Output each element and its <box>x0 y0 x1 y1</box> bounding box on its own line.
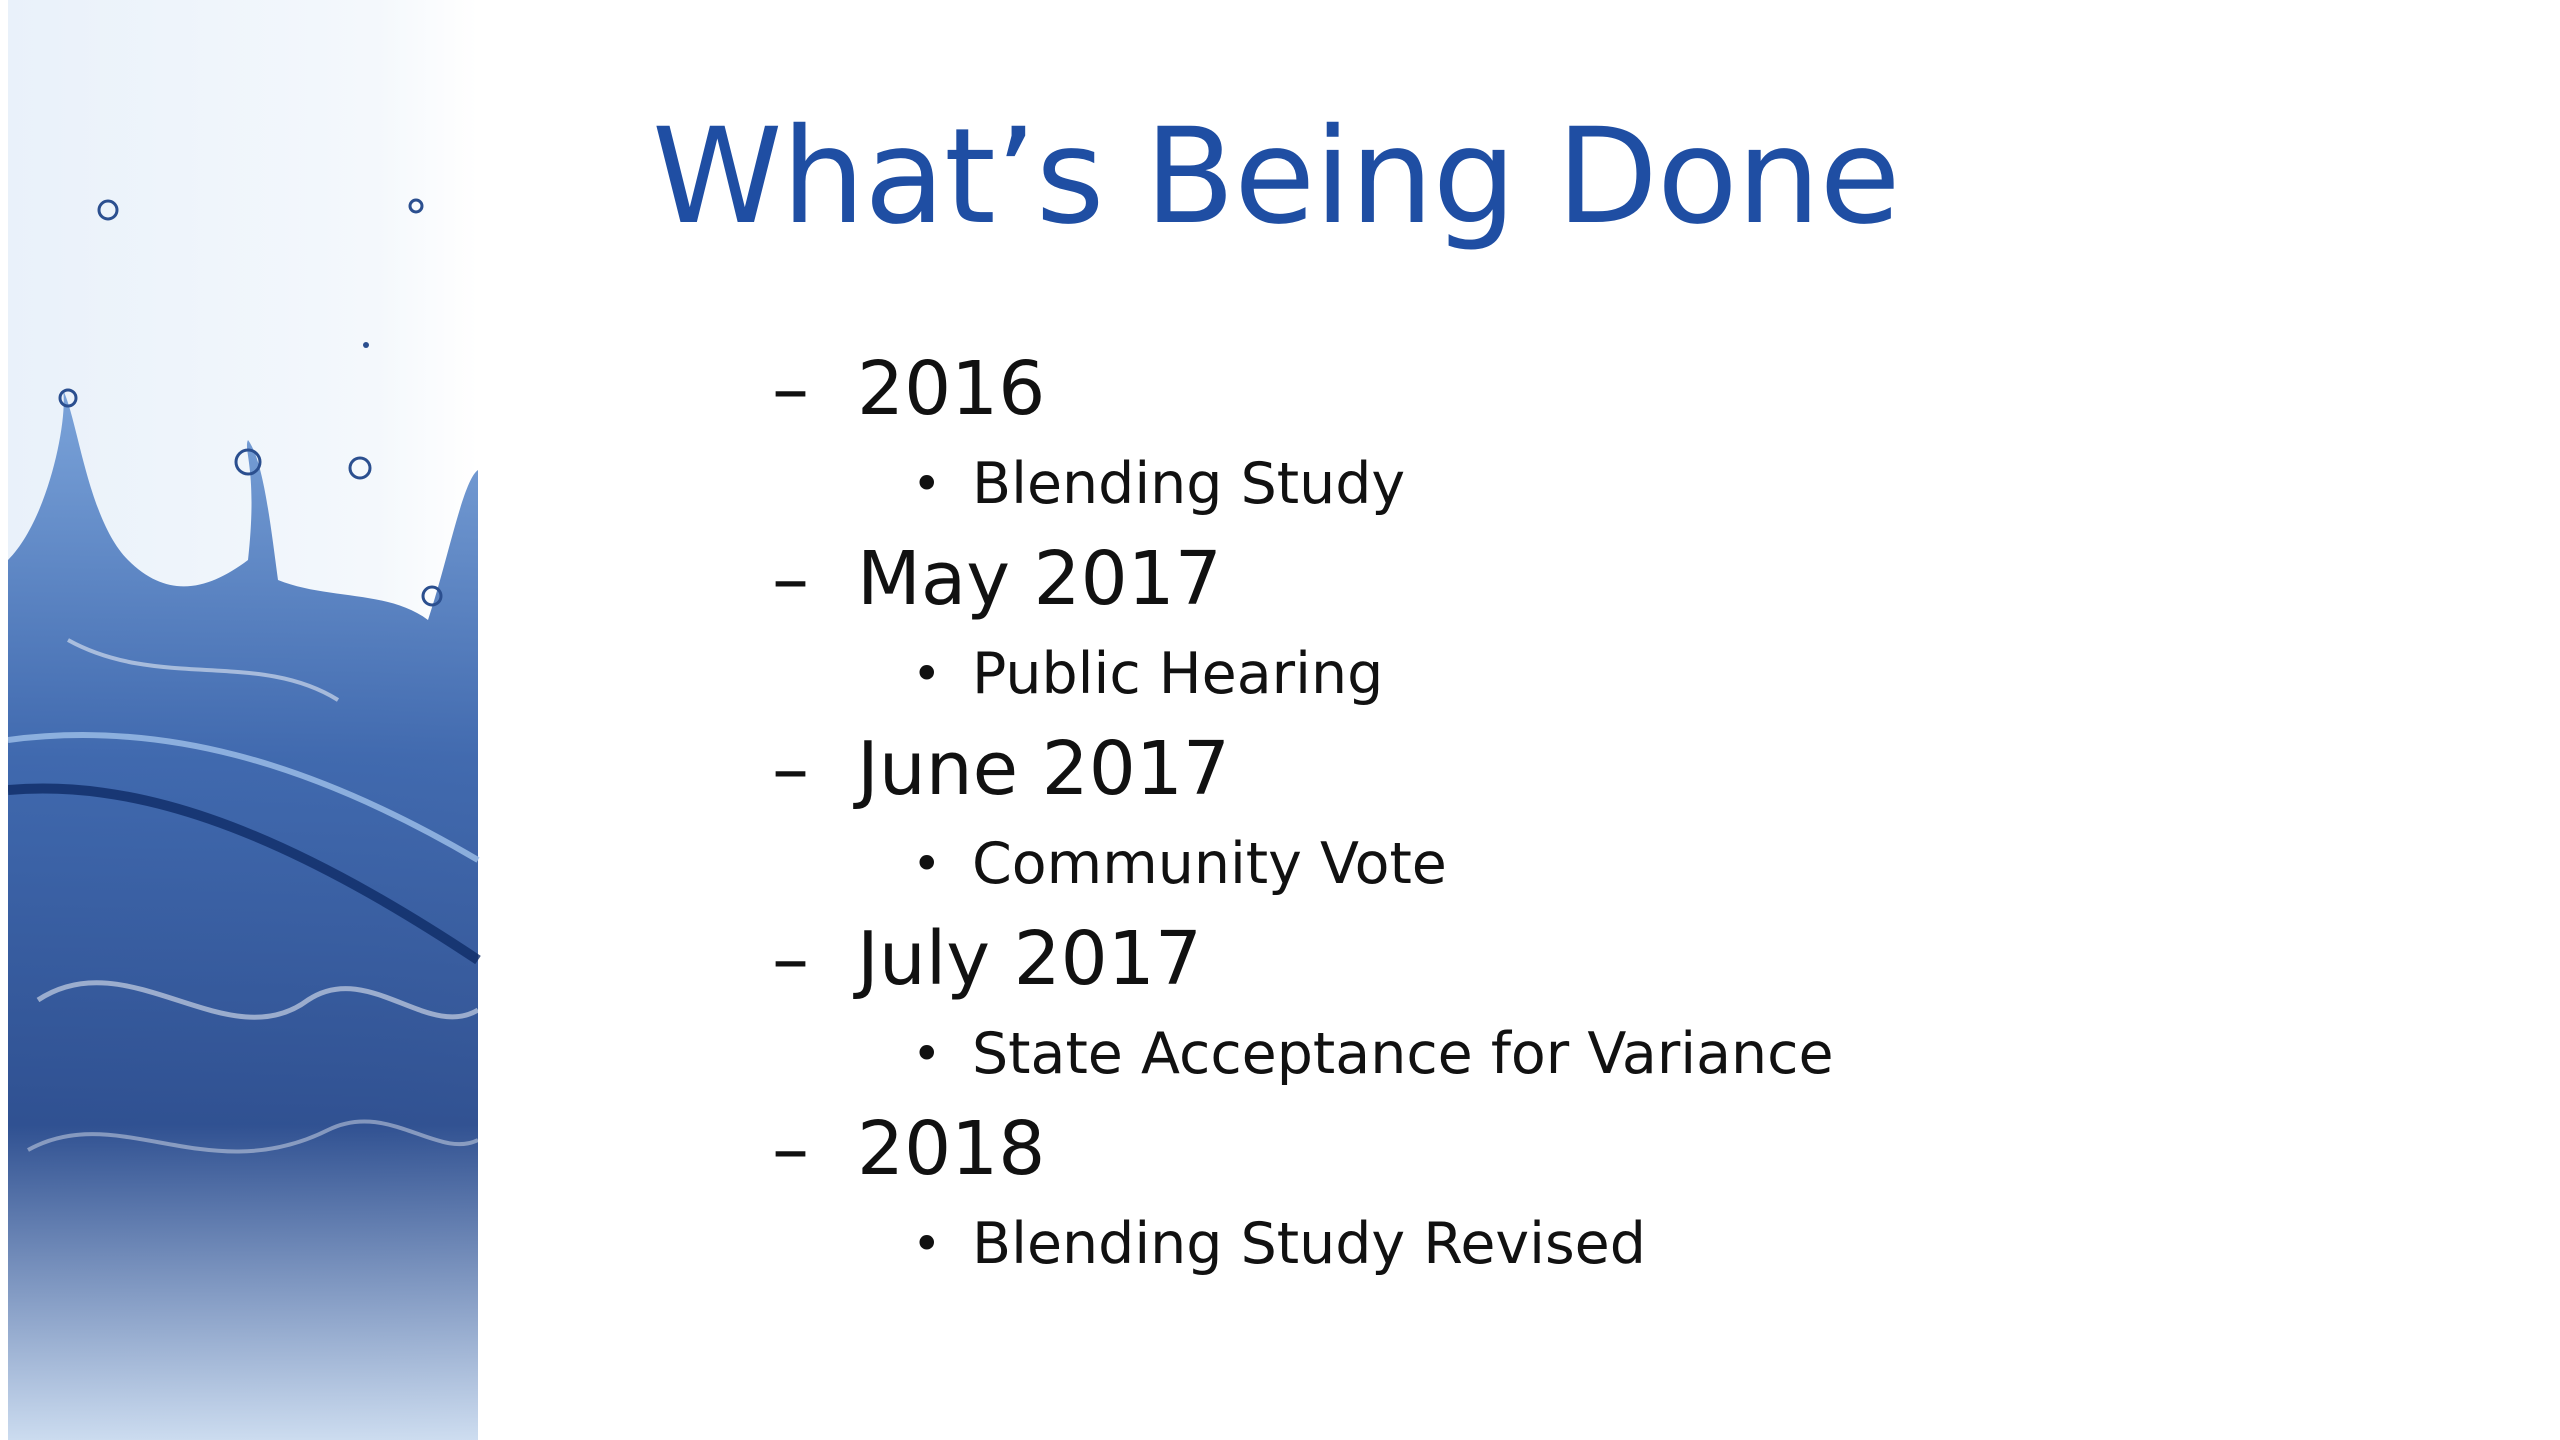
timeline-date <box>772 714 1834 824</box>
milestone-label: State Acceptance for Variance <box>972 1021 1834 1087</box>
date-label: June 2017 <box>857 726 1230 812</box>
water-splash-image <box>8 0 608 1440</box>
milestone-item <box>912 1014 1834 1094</box>
timeline-date <box>772 334 1834 444</box>
bullet-marker: • <box>912 1025 942 1083</box>
timeline-entry <box>772 904 1834 1094</box>
dash-marker: – <box>772 726 809 812</box>
dash-marker: – <box>772 916 809 1002</box>
timeline-entry <box>772 524 1834 714</box>
dash-marker: – <box>772 536 809 622</box>
timeline-list <box>772 334 1834 1284</box>
bullet-marker: • <box>912 1215 942 1273</box>
milestone-item <box>912 634 1834 714</box>
dash-marker: – <box>772 346 809 432</box>
milestone-item <box>912 824 1834 904</box>
date-label: July 2017 <box>857 916 1202 1002</box>
milestone-label: Public Hearing <box>972 641 1384 707</box>
milestone-item <box>912 444 1834 524</box>
timeline-entry <box>772 334 1834 524</box>
timeline-entry <box>772 1094 1834 1284</box>
milestone-label: Blending Study Revised <box>972 1211 1646 1277</box>
bullet-marker: • <box>912 835 942 893</box>
milestone-label: Community Vote <box>972 831 1447 897</box>
date-label: 2018 <box>857 1106 1046 1192</box>
timeline-date <box>772 904 1834 1014</box>
timeline-date <box>772 1094 1834 1204</box>
dash-marker: – <box>772 1106 809 1192</box>
timeline-date <box>772 524 1834 634</box>
bullet-marker: • <box>912 455 942 513</box>
date-label: May 2017 <box>857 536 1222 622</box>
milestone-label: Blending Study <box>972 451 1406 517</box>
date-label: 2016 <box>857 346 1046 432</box>
milestone-item <box>912 1204 1834 1284</box>
slide-title: What’s Being Done <box>652 100 1900 254</box>
timeline-entry <box>772 714 1834 904</box>
bullet-marker: • <box>912 645 942 703</box>
